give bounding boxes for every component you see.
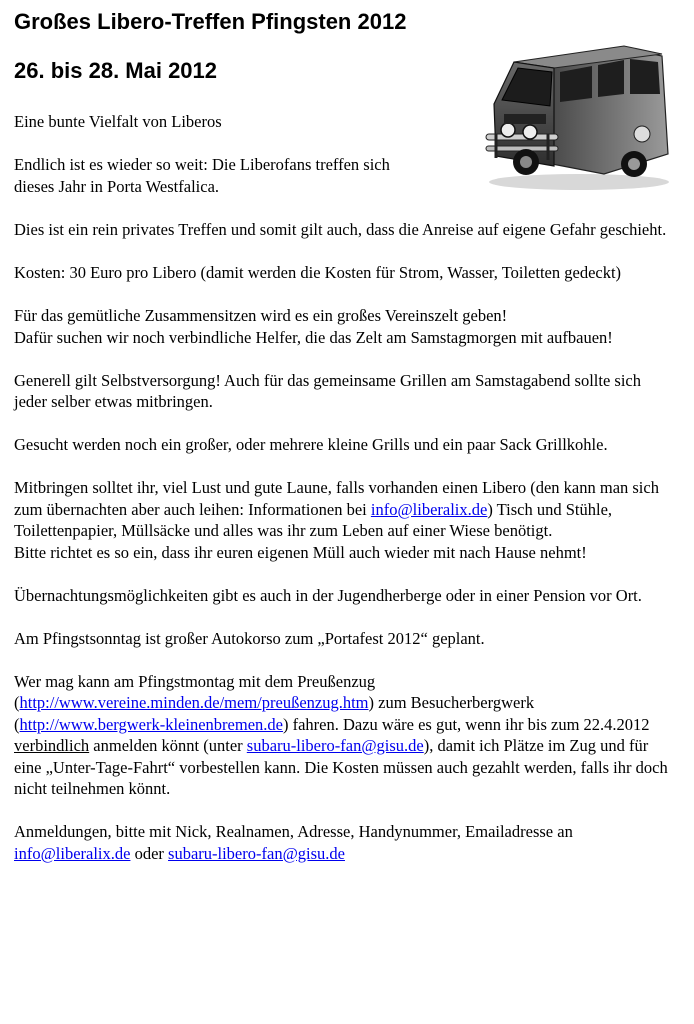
email-link-subaru-2[interactable]: subaru-libero-fan@gisu.de [168, 843, 345, 863]
paragraph-registration: Anmeldungen, bitte mit Nick, Realnamen, Adresse, Handynummer, Emailadresse an info@liberalix.de oder subaru-libero-fan@gisu.de [14, 822, 573, 863]
paragraph-tent-1: Für das gemütliche Zusammensitzen wird es ein großes Vereinszelt geben! [14, 306, 508, 325]
link-bergwerk[interactable]: http://www.bergwerk-kleinenbremen.de [19, 714, 283, 734]
subtitle [14, 111, 674, 133]
paragraph-bring: Mitbringen solltet ihr, viel Lust und gute Laune, falls vorhanden einen Libero (den kann man sich zum übernachten aber auch leihen: Informationen bei info@liberalix.de) Tisch und Stühle, Toilettenpapier, Müllsäcke und alles was ihr zum Leben auf einer Wiese benötigt. [14, 478, 659, 540]
paragraph-costs: Kosten: 30 Euro pro Libero (damit werden die Kosten für Strom, Wasser, Toiletten gedeckt) [14, 263, 622, 282]
email-link-liberalix[interactable]: info@liberalix.de [370, 499, 488, 519]
paragraph-self-supply: Generell gilt Selbstversorgung! Auch für das gemeinsame Grillen am Samstagabend sollte sich jeder selber etwas mitbringen. [14, 370, 642, 411]
intro-line-1: Endlich ist es wieder so weit: Die Liberofans treffen sich [14, 155, 390, 174]
email-link-liberalix-2[interactable]: info@liberalix.de [14, 843, 131, 863]
event-date: 26. bis 28. Mai 2012 [14, 58, 218, 83]
email-link-subaru[interactable]: subaru-libero-fan@gisu.de [246, 736, 424, 755]
intro-line-2: dieses Jahr in Porta Westfalica. [14, 176, 220, 196]
paragraph-train: Wer mag kann am Pfingstmontag mit dem Preußenzug (http://www.vereine.minden.de/mem/preußenzug.htm) zum Besucherbergwerk (http://www.bergwerk-kleinenbremen.de) fahren. Dazu wäre es gut, wenn ihr bis zum 22.4.2012 verbindlich anmelden könnt (unter subaru-libero-fan@gisu.de), damit ich Plätze im Zug und für eine „Unter-Tage-Fahrt“ vorbestellen kann. Die Kosten müssen auch gezahlt werden, falls ihr doch nicht teilnehmen könnt. [14, 671, 668, 798]
paragraph-trash: Bitte richtet es so ein, dass ihr euren eigenen Müll auch wieder mit nach Hause nehmt! [14, 542, 587, 562]
paragraph-parade: Am Pfingstsonntag ist großer Autokorso zum „Portafest 2012“ geplant. [14, 628, 485, 648]
link-preussenzug[interactable]: http://www.vereine.minden.de/mem/preußenzug.htm [19, 693, 369, 712]
subtitle-text: Eine bunte Vielfalt von Liberos [14, 112, 222, 131]
paragraph-tent-2: Dafür suchen wir noch verbindliche Helfer, die das Zelt am Samstagmorgen mit aufbauen! [14, 327, 613, 347]
underlined-verbindlich: verbindlich [14, 736, 90, 755]
page-title: Großes Libero-Treffen Pfingsten 2012 [14, 9, 407, 34]
paragraph-grills: Gesucht werden noch ein großer, oder mehrere kleine Grills und ein paar Sack Grillkohle. [14, 435, 608, 454]
paragraph-lodging: Übernachtungsmöglichkeiten gibt es auch in der Jugendherberge oder in einer Pension vor Ort. [14, 585, 642, 605]
main-text [14, 219, 674, 864]
paragraph-private: Dies ist ein rein privates Treffen und somit gilt auch, dass die Anreise auf eigene Gefahr geschieht. [14, 220, 667, 239]
paragraph-intro [14, 154, 474, 197]
